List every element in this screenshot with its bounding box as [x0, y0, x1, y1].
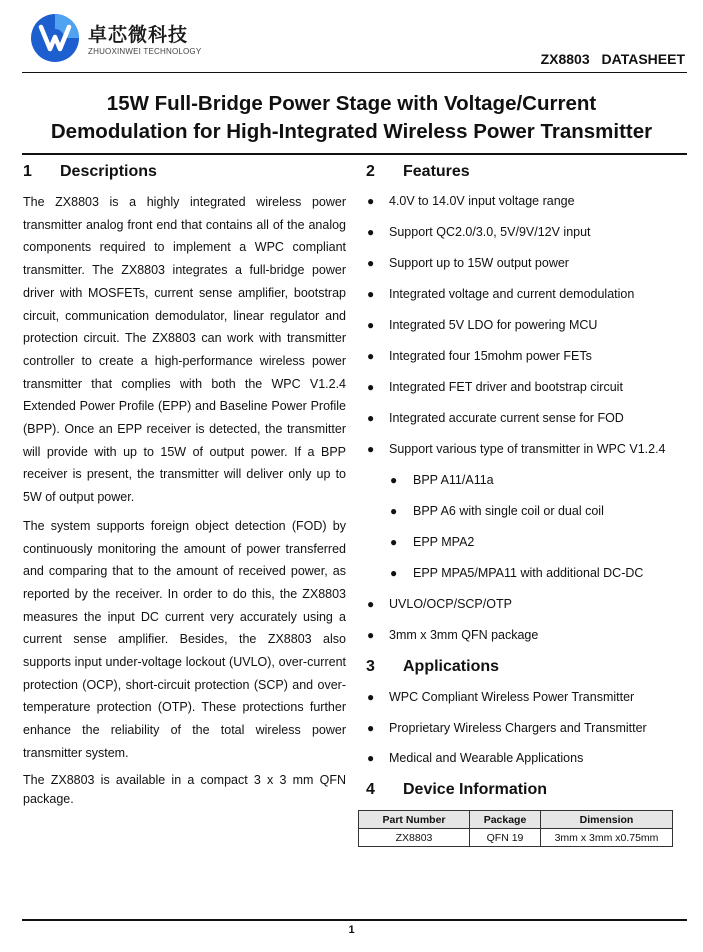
sub-list-item: ● BPP A11/A11a [366, 470, 686, 501]
section-title: Applications [403, 658, 500, 675]
section-title: Device Information [403, 781, 548, 798]
description-paragraph: The system supports foreign object detection (FOD) by continuously monitoring the amount of power transferred and comparing that to the amount of received power, as reported by the receiver. In order to do this, the ZX8803 measures the input DC current very accurately using a current sense amplifier. Besides, the ZX8803 also supports input under-voltage lockout (UVLO), over-current protection (OCP), short-circuit protection (SCP) and over-temperature protection (OTP). These protections further enhance the reliability of the total wireless power transmitter system. [23, 518, 346, 760]
bullet-icon: ● [367, 720, 375, 735]
company-name-en: ZHUOXINWEI TECHNOLOGY [88, 47, 202, 56]
bullet-icon: ● [367, 225, 375, 239]
document-title [0, 90, 703, 146]
list-item: ● Integrated four 15mohm power FETs [366, 346, 686, 377]
section-number: 3 [366, 658, 375, 675]
features-list [366, 191, 686, 656]
table-header-cell: Dimension [541, 811, 673, 829]
table-cell: ZX8803 [359, 829, 470, 847]
description-paragraph: The ZX8803 is available in a compact 3 x 3 mm QFN package. [23, 772, 346, 806]
device-info-table [358, 810, 673, 847]
table-cell: QFN 19 [470, 829, 541, 847]
sub-list-item: ● EPP MPA2 [366, 532, 686, 563]
bullet-icon: ● [367, 628, 375, 642]
section-number: 2 [366, 163, 375, 180]
list-item: ● Medical and Wearable Applications [366, 748, 686, 779]
company-logo [30, 13, 230, 63]
bullet-icon: ● [367, 690, 375, 704]
list-item: ● Integrated accurate current sense for FOD [366, 408, 686, 439]
bullet-icon: ● [390, 473, 398, 487]
bullet-icon: ● [367, 751, 375, 765]
bullet-icon: ● [367, 287, 375, 301]
section-title: Features [403, 163, 470, 180]
list-item: ● Integrated FET driver and bootstrap circuit [366, 377, 686, 408]
section-number: 4 [366, 781, 375, 798]
description-paragraph: The ZX8803 is a highly integrated wireless power transmitter analog front end that contains all of the analog components required to implement a WPC compliant transmitter. The ZX8803 integrates a full-bridge power driver with MOSFETs, current sense amplifier, bootstrap circuit, communication demodulator, linear regulator and protection circuit. The ZX8803 can work with transmitter controller to create a high-performance wireless power transmitter that complies with both the WPC V1.2.4 Extended Power Profile (EPP) and Baseline Power Profile (BPP). Once an EPP receiver is detected, the transmitter will provide with up to 15W of output power. If a BPP receiver is present, the transmitter will deliver only up to 5W of output power. [23, 195, 346, 505]
descriptions-heading [23, 163, 157, 181]
table-header-cell: Package [470, 811, 541, 829]
bullet-icon: ● [367, 349, 375, 363]
list-item: ● UVLO/OCP/SCP/OTP [366, 594, 686, 625]
title-line-2: Demodulation for High-Integrated Wireless Power Transmitter [50, 120, 653, 143]
bullet-icon: ● [367, 318, 375, 332]
bullet-icon: ● [367, 597, 375, 611]
footer-rule [22, 919, 687, 921]
descriptions-body [23, 191, 346, 815]
list-item: ● Support various type of transmitter in WPC V1.2.4 [366, 439, 686, 470]
title-line-1: 15W Full-Bridge Power Stage with Voltage/Current [106, 92, 597, 115]
list-item: ● Integrated voltage and current demodulation [366, 284, 686, 315]
sub-list-item: ● BPP A6 with single coil or dual coil [366, 501, 686, 532]
list-item: ● Support up to 15W output power [366, 253, 686, 284]
sub-list-item: ● EPP MPA5/MPA11 with additional DC-DC [366, 563, 686, 594]
section-title: Descriptions [60, 163, 157, 180]
logo-mark-icon [30, 13, 80, 63]
table-header-row [359, 811, 673, 829]
applications-heading [366, 658, 499, 676]
list-item: ● Support QC2.0/3.0, 5V/9V/12V input [366, 222, 686, 253]
company-name-cn: 卓芯微科技 [88, 24, 189, 46]
list-item: ● Proprietary Wireless Chargers and Transmitter [366, 718, 686, 749]
document-id: ZX8803 DATASHEET [540, 51, 685, 67]
header-rule [22, 72, 687, 73]
device-info-heading [366, 781, 547, 799]
section-number: 1 [23, 163, 32, 180]
features-heading [366, 163, 470, 181]
bullet-icon: ● [367, 194, 375, 208]
list-item: ● WPC Compliant Wireless Power Transmitter [366, 687, 686, 718]
bullet-icon: ● [367, 380, 375, 394]
table-cell: 3mm x 3mm x0.75mm [541, 829, 673, 847]
table-header-cell: Part Number [359, 811, 470, 829]
bullet-icon: ● [390, 566, 398, 580]
list-item: ● 3mm x 3mm QFN package [366, 625, 686, 656]
title-rule [22, 153, 687, 155]
bullet-icon: ● [390, 535, 398, 549]
bullet-icon: ● [367, 442, 375, 456]
list-item: ● 4.0V to 14.0V input voltage range [366, 191, 686, 222]
bullet-icon: ● [367, 411, 375, 425]
list-item: ● Integrated 5V LDO for powering MCU [366, 315, 686, 346]
page-number: 1 [348, 924, 355, 936]
table-row [359, 829, 673, 847]
bullet-icon: ● [390, 504, 398, 518]
applications-list [366, 687, 686, 779]
bullet-icon: ● [367, 256, 375, 270]
